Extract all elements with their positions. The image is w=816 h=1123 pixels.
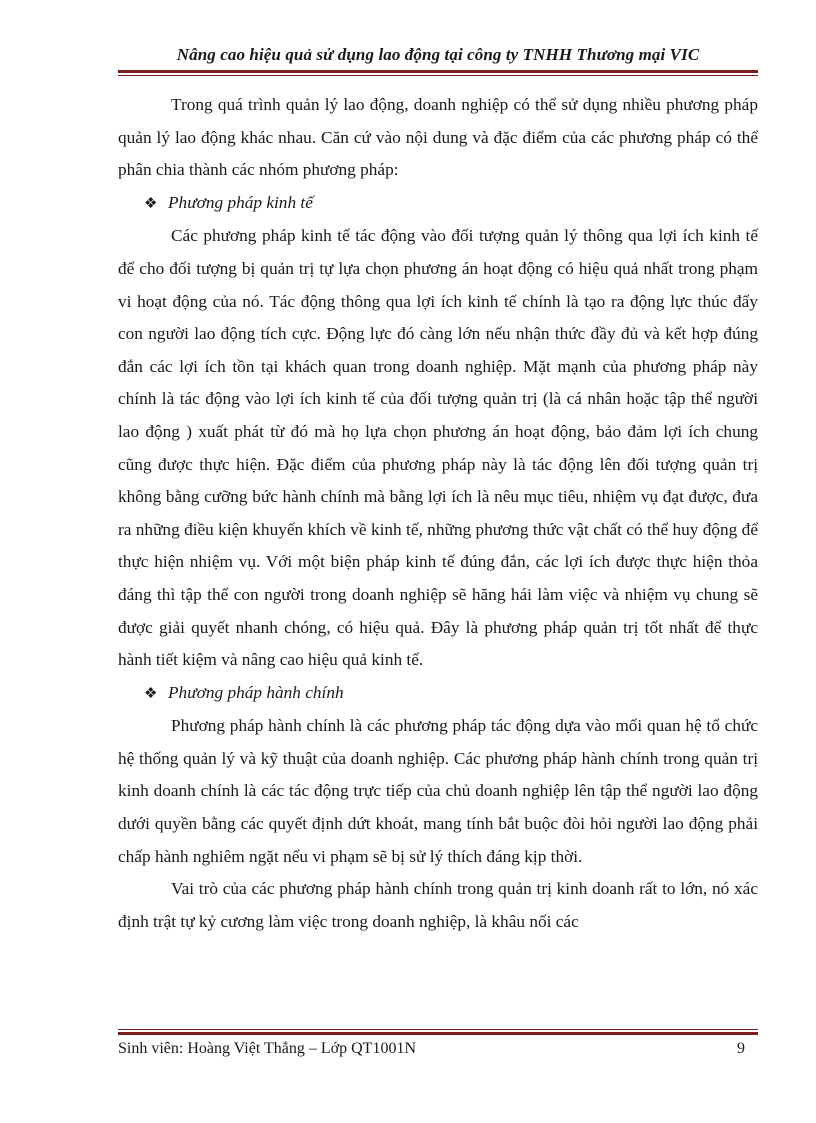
- diamond-bullet-icon: ❖: [144, 195, 158, 212]
- administrative-paragraph-1: Phương pháp hành chính là các phương pháp tác động dựa vào mối quan hệ tổ chức hệ thống quản lý và kỹ thuật của doanh nghiệp. Các phương pháp hành chính trong quản trị kinh doanh chính là các tác động trực tiếp của chủ doanh nghiệp lên tập thể người lao động dưới quyền bằng các quyết định dứt khoát, mang tính bắt buộc đòi hỏi người lao động phải chấp hành nghiêm ngặt nếu vi phạm sẽ bị sử lý thích đáng kịp thời.: [118, 716, 758, 866]
- administrative-paragraph-2: Vai trò của các phương pháp hành chính trong quản trị kinh doanh rất to lớn, nó xác định trật tự kỷ cương làm việc trong doanh nghiệp, là khâu nối các: [118, 879, 758, 931]
- document-body: [118, 89, 758, 938]
- page-number: 9: [737, 1040, 745, 1057]
- page-header-title: Nâng cao hiệu quả sử dụng lao động tại công ty TNHH Thương mại VIC: [176, 45, 700, 64]
- section-heading-label: Phương pháp kinh tế: [168, 192, 313, 212]
- intro-paragraph: Trong quá trình quản lý lao động, doanh nghiệp có thể sử dụng nhiều phương pháp quản lý lao động khác nhau. Căn cứ vào nội dung và đặc điểm của các phương pháp có thể phân chia thành các nhóm phương pháp:: [118, 95, 758, 180]
- diamond-bullet-icon: ❖: [144, 685, 158, 702]
- section-heading-label: Phương pháp hành chính: [168, 682, 344, 702]
- footer-rule-thick: [118, 1032, 758, 1035]
- footer-rule-thin: [118, 1029, 758, 1030]
- section-heading-administrative: [118, 677, 758, 711]
- header-rule-thick: [118, 70, 758, 73]
- header-rule-thin: [118, 75, 758, 76]
- economic-paragraph: Các phương pháp kinh tế tác động vào đối tượng quản lý thông qua lợi ích kinh tế để cho đối tượng bị quản trị tự lựa chọn phương án hoạt động có hiệu quả nhất trong phạm vi hoạt động của nó. Tác động thông qua lợi ích kinh tế chính là tạo ra động lực thúc đẩy con người lao động tích cực. Động lực đó càng lớn nếu nhận thức đầy đủ và kết hợp đúng đắn các lợi ích tồn tại khách quan trong doanh nghiệp. Mặt mạnh của phương pháp này chính là tác động vào lợi ích kinh tế của đối tượng quản trị (là cá nhân hoặc tập thể người lao động ) xuất phát từ đó mà họ lựa chọn phương án hoạt động, bảo đảm lợi ích chung cũng được thực hiện. Đặc điểm của phương pháp này là tác động lên đối tượng quản trị không bằng cưỡng bức hành chính mà bằng lợi ích là nêu mục tiêu, nhiệm vụ đạt được, đưa ra những điều kiện khuyến khích về kinh tế, những phương thức vật chất có thể huy động để thực hiện nhiệm vụ. Với một biện pháp kinh tế đúng đắn, các lợi ích được thực hiện thỏa đáng thì tập thể con người trong doanh nghiệp sẽ hăng hái làm việc và nhiệm vụ chung sẽ được giải quyết nhanh chóng, có hiệu quả. Đây là phương pháp quản trị tốt nhất để thực hành tiết kiệm và nâng cao hiệu quả kinh tế.: [118, 226, 758, 670]
- footer-student-info: Sinh viên: Hoàng Việt Thắng – Lớp QT1001N: [118, 1040, 416, 1057]
- section-heading-economic: [118, 187, 758, 221]
